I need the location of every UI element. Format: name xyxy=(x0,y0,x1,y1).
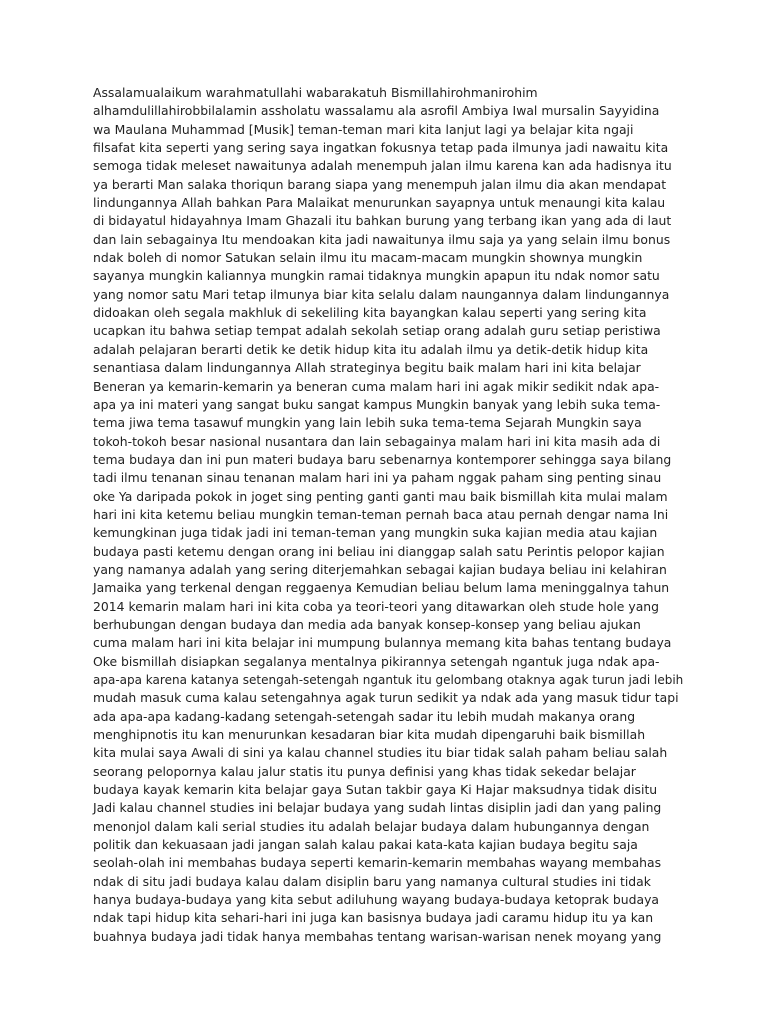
text-line: Oke bismillah disiapkan segalanya mentalnya pikirannya setengah ngantuk juga ndak apa- xyxy=(93,653,660,669)
text-line: wa Maulana Muhammad [Musik] teman-teman mari kita lanjut lagi ya belajar kita ngaji xyxy=(93,121,634,137)
text-line: Jamaika yang terkenal dengan reggaenya Kemudian beliau belum lama meninggalnya tahun xyxy=(93,580,670,596)
text-line: hari ini kita ketemu beliau mungkin teman-teman pernah baca atau pernah dengar nama Ini xyxy=(93,506,669,522)
text-line: dan lain sebagainya Itu mendoakan kita jadi nawaitunya ilmu saja ya yang selain ilmu bonus xyxy=(93,231,671,247)
text-line: semoga tidak meleset nawaitunya adalah menempuh jalan ilmu karena kan ada hadisnya itu xyxy=(93,158,672,174)
text-line: mudah masuk cuma kalau setengahnya agak turun sedikit ya ndak ada yang masuk tidur tapi xyxy=(93,690,679,706)
text-line: budaya pasti ketemu dengan orang ini beliau ini dianggap salah satu Perintis pelopor kajian xyxy=(93,543,665,559)
text-line: didoakan oleh segala makhluk di sekeliling kita bayangkan kalau seperti yang sering kita xyxy=(93,305,647,321)
text-line: tadi ilmu tenanan sinau tenanan malam hari ini ya paham nggak paham sing penting sinau xyxy=(93,470,662,486)
text-line: menghipnotis itu kan menurunkan kesadaran biar kita mudah dipengaruhi baik bismillah xyxy=(93,727,646,743)
text-line: di bidayatul hidayahnya Imam Ghazali itu bahkan burung yang terbang ikan yang ada di laut xyxy=(93,213,672,229)
text-line: menonjol dalam kali serial studies itu adalah belajar budaya dalam hubungannya dengan xyxy=(93,818,650,834)
text-line: ya berarti Man salaka thoriqun barang siapa yang menempuh jalan ilmu dia akan mendapat xyxy=(93,176,667,192)
text-line: cuma malam hari ini kita belajar ini mumpung bulannya memang kita bahas tentang budaya xyxy=(93,635,672,651)
text-line: buahnya budaya jadi tidak hanya membahas tentang warisan-warisan nenek moyang yang xyxy=(93,928,662,944)
text-line: senantiasa dalam lindungannya Allah strateginya begitu baik malam hari ini kita belajar xyxy=(93,360,641,376)
text-line: budaya kayak kemarin kita belajar gaya Sutan takbir gaya Ki Hajar maksudnya tidak disitu xyxy=(93,782,658,798)
text-line: hanya budaya-budaya yang kita sebut adiluhung wayang budaya-budaya ketoprak budaya xyxy=(93,892,660,908)
text-line: tema budaya dan ini pun materi budaya baru sebenarnya kontemporer sehingga saya bilang xyxy=(93,451,672,467)
text-line: ucapkan itu bahwa setiap tempat adalah sekolah setiap orang adalah guru setiap peristiwa xyxy=(93,323,661,339)
text-line: berhubungan dengan budaya dan media ada banyak konsep-konsep yang beliau ajukan xyxy=(93,616,641,632)
text-line: ndak tapi hidup kita sehari-hari ini juga kan basisnya budaya jadi caramu hidup itu ya kan xyxy=(93,910,654,926)
text-line: apa ya ini materi yang sangat buku sangat kampus Mungkin banyak yang lebih suka tema- xyxy=(93,396,661,412)
text-line: ndak boleh di nomor Satukan selain ilmu itu macam-macam mungkin shownya mungkin xyxy=(93,250,643,266)
text-line: 2014 kemarin malam hari ini kita coba ya teori-teori yang ditawarkan oleh stude hole yang xyxy=(93,598,660,614)
text-line: adalah pelajaran berarti detik ke detik hidup kita itu adalah ilmu ya detik-detik hidup kita xyxy=(93,341,649,357)
text-line: yang nomor satu Mari tetap ilmunya biar kita selalu dalam naungannya dalam lindungannya xyxy=(93,286,670,302)
text-line: sayanya mungkin kaliannya mungkin ramai tidaknya mungkin apapun itu ndak nomor satu xyxy=(93,268,660,284)
text-line: tokoh-tokoh besar nasional nusantara dan lain sebagainya malam hari ini kita masih ada di xyxy=(93,433,661,449)
text-line: tema jiwa tema tasawuf mungkin yang lain lebih suka tema-tema Sejarah Mungkin saya xyxy=(93,415,642,431)
transcript-text xyxy=(93,84,683,946)
text-line: seorang pelopornya kalau jalur statis itu punya definisi yang khas tidak sekedar belajar xyxy=(93,763,636,779)
text-line: Beneran ya kemarin-kemarin ya beneran cuma malam hari ini agak mikir sedikit ndak apa- xyxy=(93,378,660,394)
text-line: ndak di situ jadi budaya kalau dalam disiplin baru yang namanya cultural studies ini tidak xyxy=(93,873,651,889)
text-line: kita mulai saya Awali di sini ya kalau channel studies itu biar tidak salah paham beliau salah xyxy=(93,745,668,761)
text-line: Jadi kalau channel studies ini belajar budaya yang sudah lintas disiplin jadi dan yang paling xyxy=(93,800,662,816)
text-line: politik dan kekuasaan jadi jangan salah kalau pakai kata-kata kajian budaya begitu saja xyxy=(93,837,638,853)
text-line: ada apa-apa kadang-kadang setengah-setengah sadar itu lebih mudah makanya orang xyxy=(93,708,636,724)
text-line: kemungkinan juga tidak jadi ini teman-teman yang mungkin suka kajian media atau kajian xyxy=(93,525,658,541)
text-line: yang namanya adalah yang sering diterjemahkan sebagai kajian budaya beliau ini kelahiran xyxy=(93,561,667,577)
text-line: Assalamualaikum warahmatullahi wabarakatuh Bismillahirohmanirohim xyxy=(93,85,538,100)
text-line: filsafat kita seperti yang sering saya ingatkan fokusnya tetap pada ilmunya jadi nawaitu kita xyxy=(93,140,669,156)
text-line: apa-apa karena katanya setengah-setengah ngantuk itu gelombang otaknya agak turun jadi lebih xyxy=(93,672,684,687)
text-line: oke Ya daripada pokok in joget sing penting ganti ganti mau baik bismillah kita mulai malam xyxy=(93,488,668,504)
text-line: alhamdulillahirobbilalamin assholatu wassalamu ala asrofil Ambiya Iwal mursalin Sayyidina xyxy=(93,103,660,119)
text-line: lindungannya Allah bahkan Para Malaikat menurunkan sayapnya untuk menaungi kita kalau xyxy=(93,195,666,211)
text-line: seolah-olah ini membahas budaya seperti kemarin-kemarin membahas wayang membahas xyxy=(93,855,662,871)
